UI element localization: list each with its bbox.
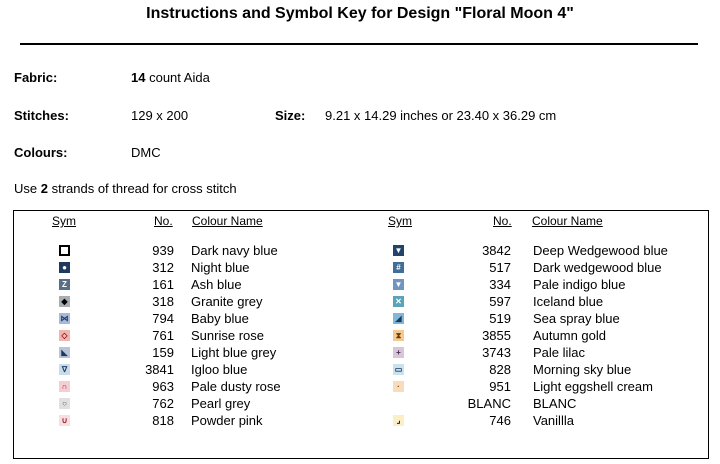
header-name-left: Colour Name (192, 214, 263, 228)
fabric-type: count Aida (149, 70, 210, 85)
header-no-left: No. (154, 214, 173, 228)
colour-name: Igloo blue (191, 362, 248, 377)
dmc-number: 951 (489, 379, 511, 394)
colour-name: Sea spray blue (533, 311, 620, 326)
symbol-swatch-icon: ● (59, 262, 70, 273)
dmc-number: 828 (489, 362, 511, 377)
symbol-swatch-icon: ⌟ (393, 415, 404, 426)
strands-pre: Use (14, 181, 41, 196)
size-label: Size: (275, 108, 306, 123)
header-sym-right: Sym (388, 214, 412, 228)
fabric-value (131, 70, 210, 85)
dmc-number: 3842 (482, 243, 511, 258)
key-row (14, 378, 708, 395)
colour-name: Pale dusty rose (191, 379, 281, 394)
symbol-swatch-icon: ▼ (394, 245, 403, 255)
dmc-number: 312 (152, 260, 174, 275)
colour-name: Dark wedgewood blue (533, 260, 662, 275)
colours-value: DMC (131, 145, 161, 160)
strands-instruction (14, 181, 237, 196)
dmc-number: 818 (152, 413, 174, 428)
colour-name: Morning sky blue (533, 362, 632, 377)
symbol-swatch-icon: ○ (59, 398, 70, 409)
header-name-right: Colour Name (532, 214, 603, 228)
dmc-number: 794 (152, 311, 174, 326)
dmc-number: BLANC (467, 396, 511, 411)
dmc-number: 334 (489, 277, 511, 292)
symbol-swatch-icon: Z (59, 279, 70, 290)
colour-name: Baby blue (191, 311, 249, 326)
dmc-number: 761 (152, 328, 174, 343)
dmc-number: 159 (152, 345, 174, 360)
symbol-swatch-icon: ◇ (59, 330, 70, 341)
stitches-value: 129 x 200 (131, 108, 189, 123)
dmc-number: 318 (152, 294, 174, 309)
colour-name: BLANC (533, 396, 577, 411)
size-value: 9.21 x 14.29 inches or 23.40 x 36.29 cm (325, 108, 557, 123)
colour-name: Vanillla (533, 413, 574, 428)
key-row (14, 361, 708, 378)
dmc-number: 939 (152, 243, 174, 258)
colour-name: Light eggshell cream (533, 379, 653, 394)
colour-name: Pale indigo blue (533, 277, 626, 292)
colour-name: Night blue (191, 260, 250, 275)
colour-name: Pale lilac (533, 345, 586, 360)
symbol-swatch-icon: · (393, 381, 404, 392)
strands-post: strands of thread for cross stitch (47, 181, 237, 196)
dmc-number: 3841 (145, 362, 174, 377)
dmc-number: 3743 (482, 345, 511, 360)
dmc-number: 519 (489, 311, 511, 326)
dmc-number: 3855 (482, 328, 511, 343)
header-no-right: No. (493, 214, 512, 228)
symbol-swatch-icon: + (393, 347, 404, 358)
symbol-swatch-icon: ◢ (393, 313, 404, 324)
colour-name: Granite grey (191, 294, 263, 309)
colour-name: Autumn gold (533, 328, 606, 343)
symbol-swatch-icon: ⋈ (60, 313, 69, 323)
fabric-label: Fabric: (14, 70, 58, 85)
symbol-swatch-icon: ◆ (59, 296, 70, 307)
dmc-number: 762 (152, 396, 174, 411)
colours-label: Colours: (14, 145, 68, 160)
key-row (14, 344, 708, 361)
symbol-swatch-icon: ∪ (59, 415, 70, 426)
symbol-key-table (13, 210, 709, 459)
strands-count: 2 (40, 181, 48, 196)
dmc-number: 963 (152, 379, 174, 394)
symbol-swatch-icon: ∩ (59, 381, 70, 392)
colour-name: Dark navy blue (191, 243, 278, 258)
header-sym-left: Sym (52, 214, 76, 228)
symbol-swatch-icon: ▼ (394, 279, 403, 289)
symbol-swatch-icon: # (393, 262, 404, 273)
stitches-label: Stitches: (14, 108, 69, 123)
dmc-number: 161 (152, 277, 174, 292)
key-row (14, 259, 708, 276)
colour-name: Powder pink (191, 413, 263, 428)
colour-name: Iceland blue (533, 294, 604, 309)
symbol-swatch-icon: ◣ (59, 347, 70, 358)
colour-name: Sunrise rose (191, 328, 264, 343)
dmc-number: 746 (489, 413, 511, 428)
dmc-number: 597 (489, 294, 511, 309)
symbol-swatch-icon: ▭ (394, 364, 403, 374)
symbol-swatch-icon: ✕ (393, 296, 404, 307)
key-row (14, 395, 708, 412)
fabric-count: 14 (131, 70, 146, 85)
symbol-swatch-icon: ∇ (59, 364, 70, 375)
colour-name: Ash blue (191, 277, 242, 292)
colour-name: Pearl grey (191, 396, 251, 411)
dmc-number: 517 (489, 260, 511, 275)
key-row (14, 310, 708, 327)
symbol-swatch-icon: ⧗ (393, 330, 404, 341)
key-row (14, 293, 708, 310)
page-title: Instructions and Symbol Key for Design "Floral Moon 4" (146, 5, 574, 22)
key-row (14, 242, 708, 259)
colour-name: Light blue grey (191, 345, 277, 360)
colour-name: Deep Wedgewood blue (533, 243, 668, 258)
key-row (14, 327, 708, 344)
title-divider (20, 43, 698, 45)
key-row (14, 412, 708, 429)
key-row (14, 276, 708, 293)
